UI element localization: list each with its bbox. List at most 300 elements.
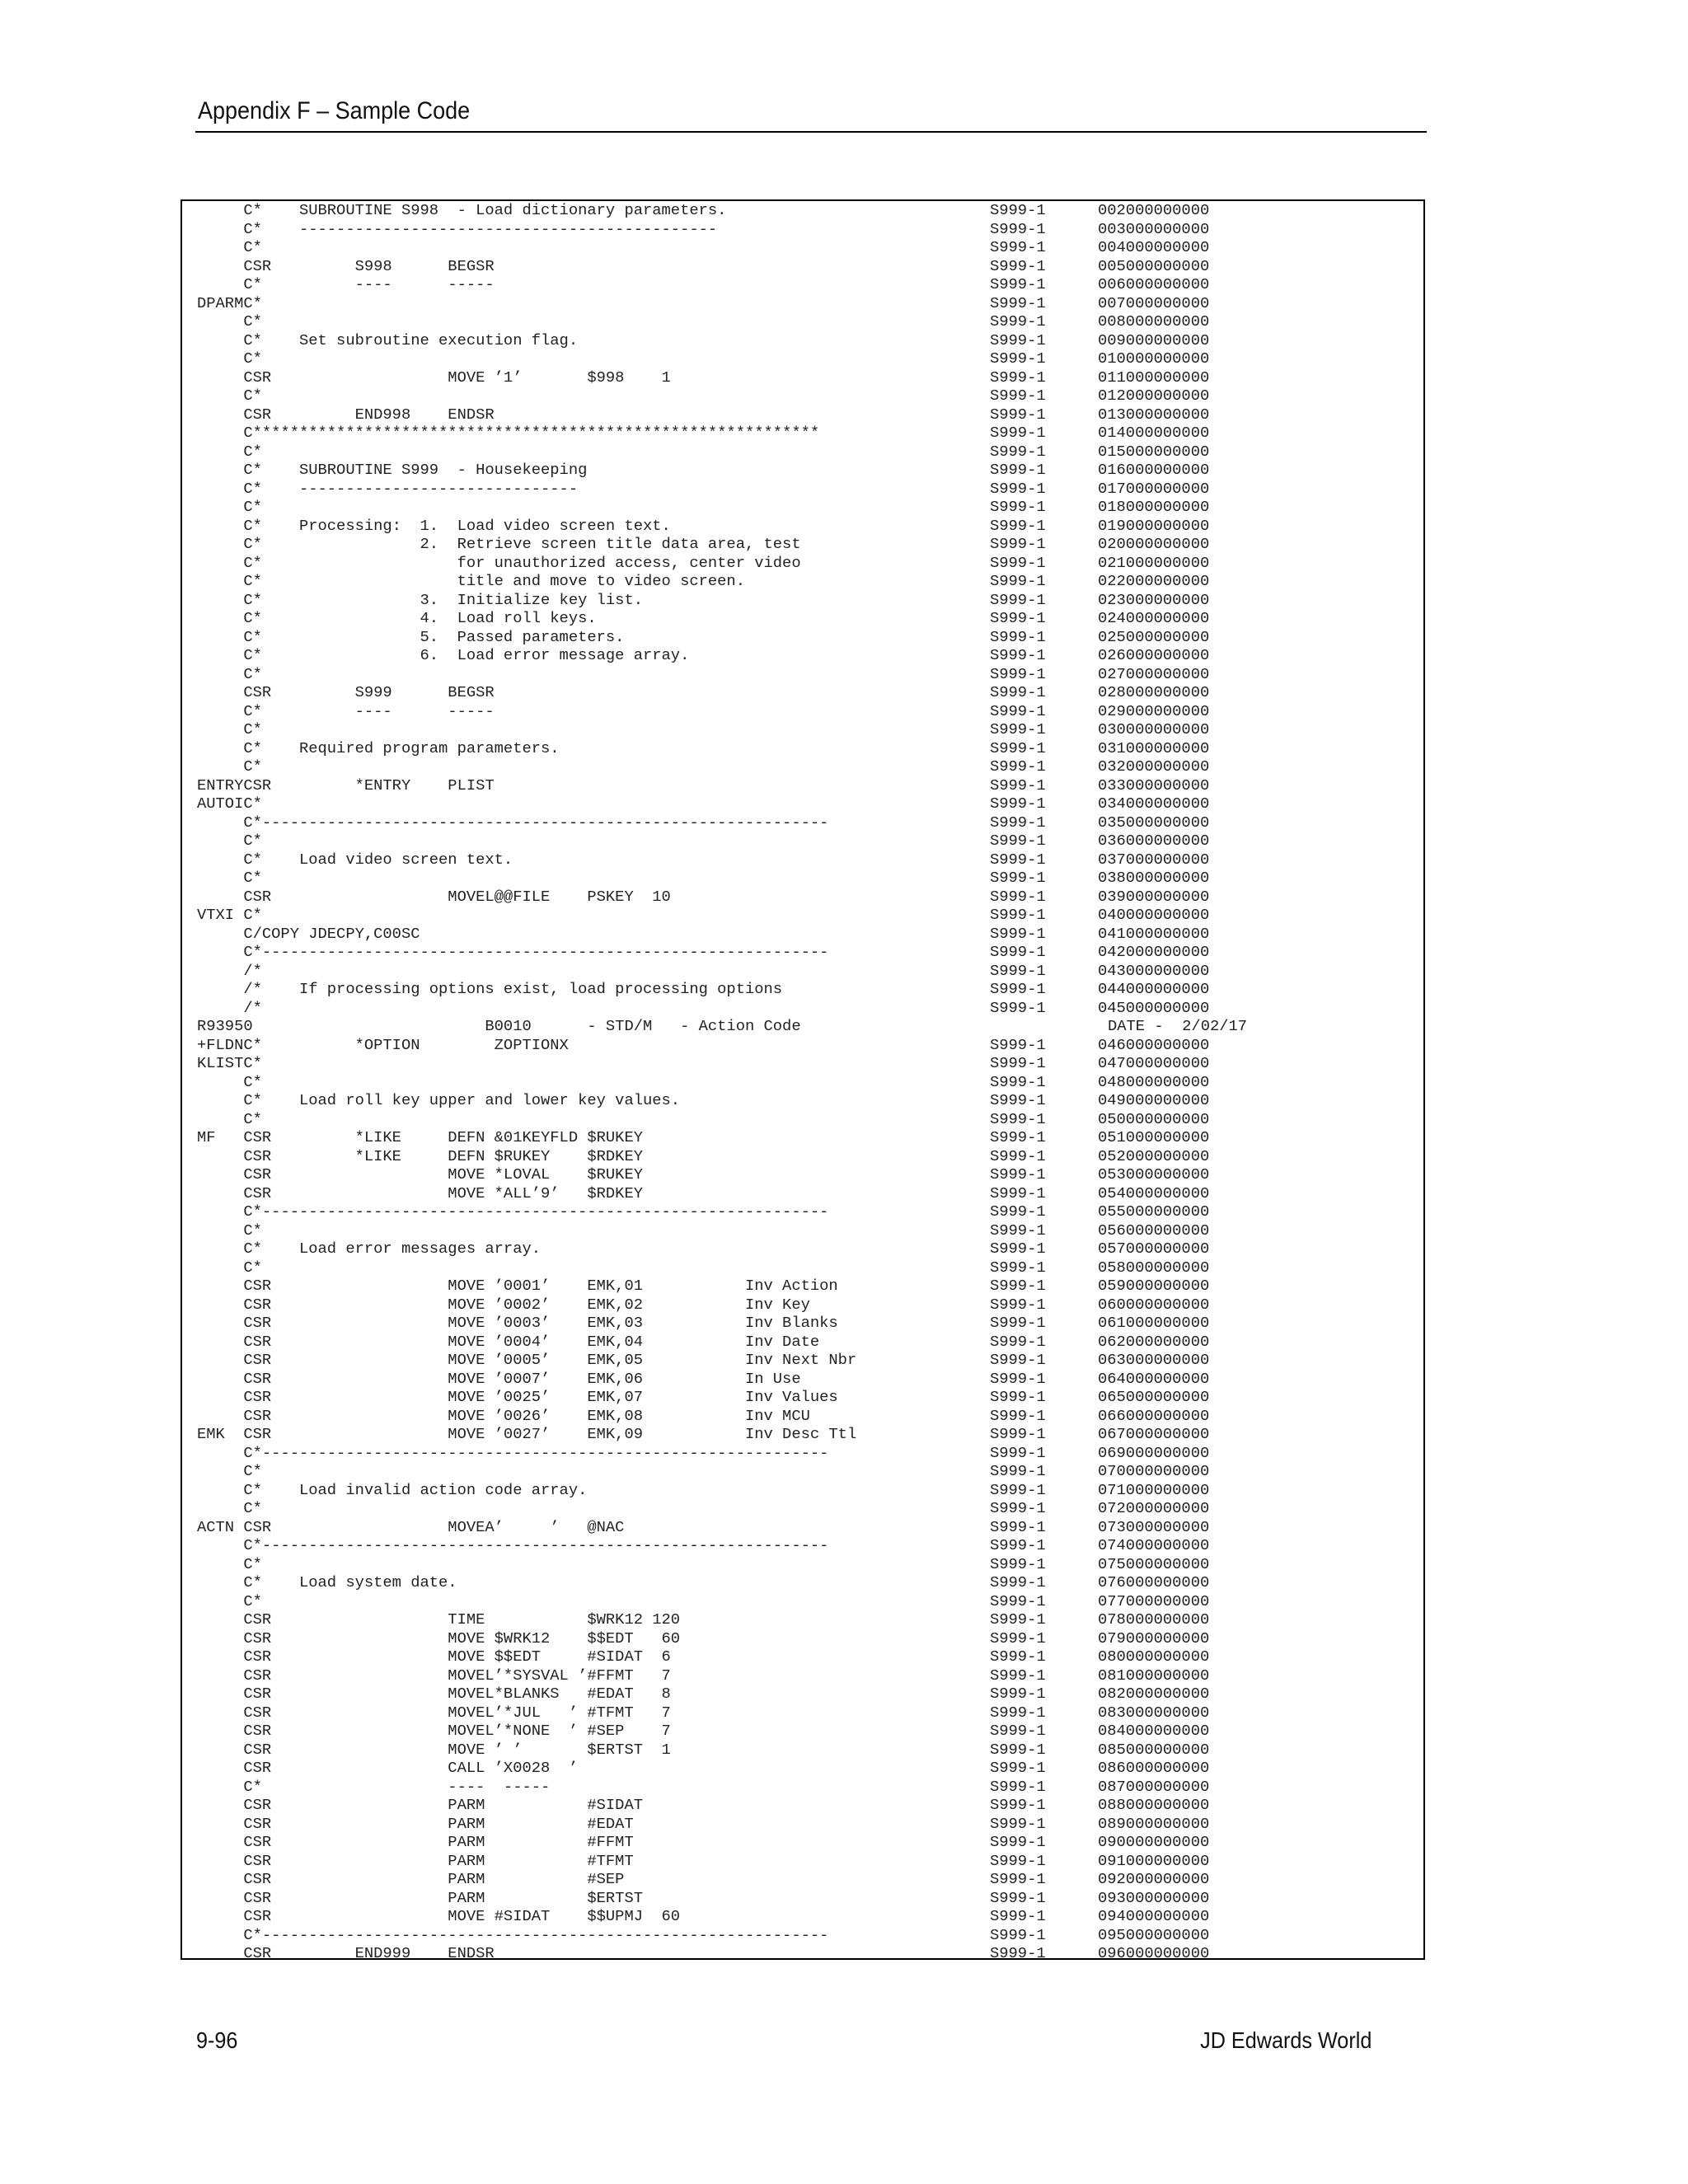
code-line-source: /* If processing options exist, load processing options <box>197 980 783 998</box>
code-line <box>197 201 1425 220</box>
code-line-source: CSR MOVEL’*NONE ’ #SEP 7 <box>197 1722 671 1740</box>
code-line-source: C* <box>197 1221 262 1240</box>
code-line-source: CSR PARM #EDAT <box>197 1814 634 1833</box>
code-line <box>197 1741 1425 1760</box>
code-line-source: EMK CSR MOVE ’0027’ EMK,09 Inv Desc Ttl <box>197 1425 857 1443</box>
code-line-number: 055000000000 <box>1098 1202 1210 1221</box>
code-line <box>197 1314 1425 1333</box>
code-line <box>197 1592 1425 1611</box>
code-line-sequence-id: S999-1 <box>990 238 1046 256</box>
code-line <box>197 665 1425 684</box>
code-line-source: C* <box>197 349 262 368</box>
code-line-sequence-id: S999-1 <box>990 275 1046 293</box>
code-line <box>197 1425 1425 1444</box>
code-line <box>197 368 1425 387</box>
code-line-source: MF CSR *LIKE DEFN &01KEYFLD $RUKEY <box>197 1128 643 1146</box>
code-line-sequence-id: S999-1 <box>990 943 1046 961</box>
code-line-sequence-id: S999-1 <box>990 256 1046 275</box>
code-line-number: 015000000000 <box>1098 442 1210 461</box>
code-line <box>197 1944 1425 1963</box>
code-line-number: 045000000000 <box>1098 998 1210 1017</box>
code-line-sequence-id: S999-1 <box>990 1777 1046 1796</box>
code-line <box>197 1778 1425 1797</box>
code-line-sequence-id: S999-1 <box>990 330 1046 349</box>
code-line-number: 050000000000 <box>1098 1109 1210 1128</box>
code-line-sequence-id: S999-1 <box>990 1740 1046 1759</box>
code-line <box>197 535 1425 554</box>
code-line <box>197 257 1425 276</box>
code-line-sequence-id: S999-1 <box>990 1629 1046 1647</box>
code-line <box>197 1351 1425 1370</box>
code-line-number: 048000000000 <box>1098 1072 1210 1091</box>
code-line-number: 012000000000 <box>1098 387 1210 405</box>
code-line-source: C*------------------------------------------------------------- <box>197 943 829 961</box>
code-line-number: 074000000000 <box>1098 1536 1210 1554</box>
code-line <box>197 1462 1425 1481</box>
code-line-sequence-id: S999-1 <box>990 1128 1046 1146</box>
code-line <box>197 739 1425 758</box>
code-line-source: CSR MOVE #SIDAT $$UPMJ 60 <box>197 1907 681 1925</box>
code-line <box>197 1481 1425 1500</box>
code-line-source: C* ---- ----- <box>197 1777 551 1796</box>
code-line <box>197 851 1425 869</box>
code-line-number: 023000000000 <box>1098 590 1210 609</box>
code-line <box>197 312 1425 331</box>
code-line <box>197 424 1425 443</box>
code-line-sequence-id: S999-1 <box>990 201 1046 219</box>
code-line-source: +FLDNC* *OPTION ZOPTIONX <box>197 1035 569 1054</box>
code-line-number: 019000000000 <box>1098 516 1210 535</box>
code-line-number: 027000000000 <box>1098 664 1210 683</box>
code-line <box>197 925 1425 944</box>
code-line-source: C* <box>197 1499 262 1517</box>
code-line-sequence-id: S999-1 <box>990 794 1046 813</box>
code-line <box>197 609 1425 628</box>
code-line-sequence-id: S999-1 <box>990 1759 1046 1777</box>
code-line-sequence-id: S999-1 <box>990 627 1046 646</box>
code-line <box>197 1704 1425 1722</box>
code-line <box>197 1221 1425 1240</box>
code-line-number: 080000000000 <box>1098 1647 1210 1666</box>
code-line-source: C* Load invalid action code array. <box>197 1480 588 1499</box>
code-line-source: C* Set subroutine execution flag. <box>197 330 579 349</box>
code-line-sequence-id: S999-1 <box>990 424 1046 442</box>
code-line-number: 043000000000 <box>1098 961 1210 980</box>
code-line-number: 063000000000 <box>1098 1351 1210 1369</box>
code-line-sequence-id: S999-1 <box>990 1722 1046 1740</box>
code-line-source: C* ---- ----- <box>197 701 495 720</box>
code-line-sequence-id: S999-1 <box>990 701 1046 720</box>
code-line-number: 084000000000 <box>1098 1722 1210 1740</box>
code-line-sequence-id: S999-1 <box>990 1517 1046 1536</box>
code-line-source: C* <box>197 312 262 330</box>
code-line-sequence-id: S999-1 <box>990 1536 1046 1554</box>
code-line-number: 083000000000 <box>1098 1703 1210 1722</box>
code-line-number: 035000000000 <box>1098 813 1210 832</box>
code-line-number: 044000000000 <box>1098 980 1210 998</box>
code-line-source: KLISTC* <box>197 1054 262 1072</box>
code-line <box>197 387 1425 405</box>
code-line-number: 021000000000 <box>1098 553 1210 572</box>
code-line-number: 087000000000 <box>1098 1777 1210 1796</box>
code-line-sequence-id: S999-1 <box>990 535 1046 553</box>
code-line-number: 070000000000 <box>1098 1462 1210 1480</box>
code-line-number: 039000000000 <box>1098 887 1210 906</box>
code-line-number: 007000000000 <box>1098 293 1210 312</box>
code-line-sequence-id: S999-1 <box>990 1314 1046 1332</box>
code-line <box>197 1889 1425 1908</box>
code-line-sequence-id: S999-1 <box>990 1685 1046 1703</box>
code-line-source: CSR MOVE ’1’ $998 1 <box>197 368 671 387</box>
code-line-source: C* <box>197 387 262 405</box>
code-line-source: C*------------------------------------------------------------- <box>197 1925 829 1944</box>
code-line-number: 018000000000 <box>1098 498 1210 516</box>
code-line-source: ACTN CSR MOVEA’ ’ @NAC <box>197 1517 625 1536</box>
code-line-source: ENTRYCSR *ENTRY PLIST <box>197 776 495 794</box>
code-line-sequence-id: S999-1 <box>990 461 1046 479</box>
code-line-number: 029000000000 <box>1098 701 1210 720</box>
code-line <box>197 480 1425 499</box>
code-line-sequence-id: S999-1 <box>990 961 1046 980</box>
code-line-number: 077000000000 <box>1098 1591 1210 1610</box>
code-line-number: 061000000000 <box>1098 1314 1210 1332</box>
code-line-number: 032000000000 <box>1098 757 1210 776</box>
code-line-sequence-id: S999-1 <box>990 664 1046 683</box>
code-line <box>197 794 1425 813</box>
code-line-sequence-id: S999-1 <box>990 906 1046 924</box>
code-line <box>197 1518 1425 1537</box>
code-line-number: 017000000000 <box>1098 479 1210 498</box>
code-line <box>197 572 1425 591</box>
code-line-sequence-id: S999-1 <box>990 720 1046 738</box>
code-line <box>197 220 1425 239</box>
code-line-source: CSR MOVE ’ ’ $ERTST 1 <box>197 1740 671 1759</box>
code-line-number: 071000000000 <box>1098 1480 1210 1499</box>
code-line-sequence-id: S999-1 <box>990 1462 1046 1480</box>
code-line-sequence-id: S999-1 <box>990 813 1046 832</box>
code-line-sequence-id: S999-1 <box>990 757 1046 776</box>
code-line-sequence-id: S999-1 <box>990 1277 1046 1295</box>
code-line-source: C* <box>197 757 262 776</box>
code-line-number: DATE - 2/02/17 <box>1108 1017 1248 1035</box>
code-line-number: 009000000000 <box>1098 330 1210 349</box>
code-line-number: 078000000000 <box>1098 1610 1210 1629</box>
code-line-source: C* --------------------------------------------- <box>197 219 718 238</box>
code-line-number: 031000000000 <box>1098 738 1210 757</box>
code-line-sequence-id: S999-1 <box>990 1295 1046 1314</box>
code-line <box>197 1555 1425 1574</box>
code-line <box>197 275 1425 294</box>
code-line-source: C/COPY JDECPY,C00SC <box>197 924 420 943</box>
code-line-source: CSR MOVE *LOVAL $RUKEY <box>197 1165 643 1183</box>
code-line-source: C*------------------------------------------------------------- <box>197 813 829 832</box>
code-line-number: 073000000000 <box>1098 1517 1210 1536</box>
code-line <box>197 1722 1425 1741</box>
code-line <box>197 702 1425 721</box>
code-line-source: C* ------------------------------ <box>197 479 579 498</box>
code-line-source: CSR MOVE ’0025’ EMK,07 Inv Values <box>197 1388 838 1406</box>
code-line <box>197 1573 1425 1592</box>
code-line <box>197 1277 1425 1296</box>
code-line-number: 088000000000 <box>1098 1796 1210 1814</box>
code-line-source: CSR MOVEL*BLANKS #EDAT 8 <box>197 1685 671 1703</box>
code-line-source: C* ---- ----- <box>197 275 495 293</box>
code-line-sequence-id: S999-1 <box>990 368 1046 387</box>
code-line-source: CSR PARM #FFMT <box>197 1833 634 1851</box>
code-line-number: 013000000000 <box>1098 405 1210 424</box>
code-line-sequence-id: S999-1 <box>990 1165 1046 1183</box>
code-line <box>197 1165 1425 1184</box>
code-line-source: C* <box>197 498 262 516</box>
code-line-number: 011000000000 <box>1098 368 1210 387</box>
code-line-sequence-id: S999-1 <box>990 479 1046 498</box>
code-line <box>197 1184 1425 1203</box>
code-line-sequence-id: S999-1 <box>990 349 1046 368</box>
code-line <box>197 1610 1425 1629</box>
code-line <box>197 1333 1425 1352</box>
code-line-source: CSR *LIKE DEFN $RUKEY $RDKEY <box>197 1146 643 1165</box>
code-line <box>197 1815 1425 1834</box>
code-line-sequence-id: S999-1 <box>990 1591 1046 1610</box>
code-line <box>197 294 1425 313</box>
code-line-source: CSR MOVEL’*JUL ’ #TFMT 7 <box>197 1703 671 1722</box>
code-line <box>197 1907 1425 1926</box>
code-line-sequence-id: S999-1 <box>990 1851 1046 1870</box>
code-line-source: CSR CALL ’X0028 ’ <box>197 1759 579 1777</box>
code-line-number: 047000000000 <box>1098 1054 1210 1072</box>
code-line-number: 002000000000 <box>1098 201 1210 219</box>
code-line <box>197 1407 1425 1426</box>
code-line-number: 037000000000 <box>1098 850 1210 869</box>
code-line <box>197 331 1425 350</box>
code-line-number: 028000000000 <box>1098 683 1210 701</box>
code-line <box>197 1240 1425 1258</box>
code-line-number: 014000000000 <box>1098 424 1210 442</box>
code-line <box>197 1499 1425 1518</box>
code-line-sequence-id: S999-1 <box>990 312 1046 330</box>
code-line-number: 067000000000 <box>1098 1425 1210 1443</box>
code-line-sequence-id: S999-1 <box>990 1814 1046 1833</box>
code-line-source: C* <box>197 1109 262 1128</box>
code-line-number: 062000000000 <box>1098 1332 1210 1351</box>
code-line-number: 079000000000 <box>1098 1629 1210 1647</box>
code-line-sequence-id: S999-1 <box>990 776 1046 794</box>
code-line-source: CSR MOVE ’0026’ EMK,08 Inv MCU <box>197 1406 810 1425</box>
code-line-source: C* <box>197 1072 262 1091</box>
code-line-sequence-id: S999-1 <box>990 1332 1046 1351</box>
code-line-sequence-id: S999-1 <box>990 1369 1046 1388</box>
code-line-source: CSR MOVE $WRK12 $$EDT 60 <box>197 1629 681 1647</box>
code-line <box>197 776 1425 795</box>
code-line <box>197 943 1425 962</box>
code-line <box>197 1370 1425 1389</box>
code-line <box>197 1666 1425 1685</box>
code-line-number: 033000000000 <box>1098 776 1210 794</box>
code-line-sequence-id: S999-1 <box>990 1944 1046 1962</box>
code-line-source: CSR S998 BEGSR <box>197 256 495 275</box>
code-line-source: C* SUBROUTINE S999 - Housekeeping <box>197 461 588 479</box>
code-line-source: C* for unauthorized access, center video <box>197 553 801 572</box>
code-line-sequence-id: S999-1 <box>990 683 1046 701</box>
code-line-number: 024000000000 <box>1098 609 1210 627</box>
code-line <box>197 1629 1425 1648</box>
code-line-sequence-id: S999-1 <box>990 516 1046 535</box>
code-line-source: CSR MOVE ’0001’ EMK,01 Inv Action <box>197 1277 838 1295</box>
code-line-number: 095000000000 <box>1098 1925 1210 1944</box>
code-line-sequence-id: S999-1 <box>990 850 1046 869</box>
header-divider <box>195 131 1427 133</box>
page-number: 9-96 <box>196 2027 238 2053</box>
code-line-number: 008000000000 <box>1098 312 1210 330</box>
code-line-number: 059000000000 <box>1098 1277 1210 1295</box>
code-line-sequence-id: S999-1 <box>990 1183 1046 1202</box>
code-line-sequence-id: S999-1 <box>990 1258 1046 1277</box>
code-line <box>197 1870 1425 1889</box>
code-line <box>197 832 1425 851</box>
code-line <box>197 646 1425 665</box>
code-line-source: C* title and move to video screen. <box>197 572 745 590</box>
code-line-source: AUTOIC* <box>197 794 262 813</box>
code-line <box>197 1202 1425 1221</box>
code-line-number: 064000000000 <box>1098 1369 1210 1388</box>
code-line-source: C* Load roll key upper and lower key values. <box>197 1091 681 1109</box>
code-line-number: 072000000000 <box>1098 1499 1210 1517</box>
code-line <box>197 1258 1425 1277</box>
code-line-sequence-id: S999-1 <box>990 1091 1046 1109</box>
code-line <box>197 720 1425 739</box>
code-line-source: C* Load video screen text. <box>197 850 513 869</box>
code-line <box>197 238 1425 257</box>
code-line-sequence-id: S999-1 <box>990 387 1046 405</box>
code-line-source: CSR END999 ENDSR <box>197 1944 495 1962</box>
code-line <box>197 1833 1425 1852</box>
page-header-title: Appendix F – Sample Code <box>198 97 471 124</box>
code-line-number: 092000000000 <box>1098 1870 1210 1888</box>
code-line-sequence-id: S999-1 <box>990 869 1046 887</box>
code-line-sequence-id: S999-1 <box>990 1870 1046 1888</box>
code-line-sequence-id: S999-1 <box>990 1610 1046 1629</box>
code-line-sequence-id: S999-1 <box>990 1035 1046 1054</box>
code-line-number: 089000000000 <box>1098 1814 1210 1833</box>
code-line-source: CSR PARM $ERTST <box>197 1888 643 1907</box>
code-line-sequence-id: S999-1 <box>990 1703 1046 1722</box>
code-line <box>197 1091 1425 1110</box>
code-line-number: 090000000000 <box>1098 1833 1210 1851</box>
code-line-sequence-id: S999-1 <box>990 998 1046 1017</box>
code-line-sequence-id: S999-1 <box>990 405 1046 424</box>
code-line-number: 086000000000 <box>1098 1759 1210 1777</box>
code-line <box>197 757 1425 776</box>
code-line <box>197 1685 1425 1704</box>
code-line-sequence-id: S999-1 <box>990 1146 1046 1165</box>
code-line <box>197 962 1425 981</box>
code-line-sequence-id: S999-1 <box>990 832 1046 850</box>
code-line-number: 005000000000 <box>1098 256 1210 275</box>
code-line-sequence-id: S999-1 <box>990 1406 1046 1425</box>
code-line-sequence-id: S999-1 <box>990 980 1046 998</box>
code-line-source: C* <box>197 1258 262 1277</box>
code-line-sequence-id: S999-1 <box>990 219 1046 238</box>
code-line-number: 076000000000 <box>1098 1573 1210 1591</box>
code-line-source: C* 5. Passed parameters. <box>197 627 625 646</box>
code-line <box>197 591 1425 610</box>
code-line-sequence-id: S999-1 <box>990 553 1046 572</box>
code-line-source: C* 2. Retrieve screen title data area, test <box>197 535 801 553</box>
code-line <box>197 683 1425 702</box>
code-line-source: CSR MOVE *ALL’9’ $RDKEY <box>197 1183 643 1202</box>
code-line-source: C* Load error messages array. <box>197 1240 542 1258</box>
code-line-sequence-id: S999-1 <box>990 1554 1046 1573</box>
code-line <box>197 1536 1425 1555</box>
code-line-source: C* <box>197 442 262 461</box>
code-line-source: C* <box>197 1591 262 1610</box>
code-line-source: C* SUBROUTINE S998 - Load dictionary parameters. <box>197 201 727 219</box>
code-line-sequence-id: S999-1 <box>990 1443 1046 1462</box>
code-line <box>197 1054 1425 1073</box>
code-line-sequence-id: S999-1 <box>990 1925 1046 1944</box>
code-line-sequence-id: S999-1 <box>990 887 1046 906</box>
code-line-number: 041000000000 <box>1098 924 1210 943</box>
code-line <box>197 1388 1425 1407</box>
code-line <box>197 1759 1425 1778</box>
code-line-number: 054000000000 <box>1098 1183 1210 1202</box>
code-line-source: C* <box>197 1462 262 1480</box>
code-line-sequence-id: S999-1 <box>990 590 1046 609</box>
code-line <box>197 349 1425 368</box>
code-line <box>197 999 1425 1018</box>
code-line-source: CSR MOVE ’0007’ EMK,06 In Use <box>197 1369 801 1388</box>
code-line <box>197 1926 1425 1945</box>
code-line-source: C* <box>197 832 262 850</box>
code-line-source: C* Required program parameters. <box>197 738 560 757</box>
code-line <box>197 405 1425 424</box>
code-line-sequence-id: S999-1 <box>990 646 1046 664</box>
code-line <box>197 1647 1425 1666</box>
code-line-sequence-id: S999-1 <box>990 738 1046 757</box>
code-line-number: 085000000000 <box>1098 1740 1210 1759</box>
code-line-number: 038000000000 <box>1098 869 1210 887</box>
code-line-source: C*------------------------------------------------------------- <box>197 1443 829 1462</box>
code-line <box>197 517 1425 536</box>
code-line-source: VTXI C* <box>197 906 262 924</box>
code-line-source: /* <box>197 961 262 980</box>
code-line-sequence-id: S999-1 <box>990 1666 1046 1685</box>
code-listing <box>197 201 1425 1963</box>
code-line-source: CSR MOVEL@@FILE PSKEY 10 <box>197 887 671 906</box>
code-line <box>197 1073 1425 1092</box>
code-line-sequence-id: S999-1 <box>990 1499 1046 1517</box>
code-line-source: CSR END998 ENDSR <box>197 405 495 424</box>
code-line <box>197 980 1425 999</box>
code-line-number: 006000000000 <box>1098 275 1210 293</box>
code-line-source: /* <box>197 998 262 1017</box>
code-line <box>197 1296 1425 1315</box>
code-line-source: DPARMC* <box>197 293 262 312</box>
code-line-number: 081000000000 <box>1098 1666 1210 1685</box>
code-line-source: CSR MOVE ’0002’ EMK,02 Inv Key <box>197 1295 810 1314</box>
code-line-source: CSR MOVE ’0005’ EMK,05 Inv Next Nbr <box>197 1351 857 1369</box>
code-line <box>197 869 1425 888</box>
code-line-number: 082000000000 <box>1098 1685 1210 1703</box>
code-line-number: 053000000000 <box>1098 1165 1210 1183</box>
code-line-number: 025000000000 <box>1098 627 1210 646</box>
code-line-number: 036000000000 <box>1098 832 1210 850</box>
code-line-number: 075000000000 <box>1098 1554 1210 1573</box>
code-line <box>197 498 1425 517</box>
code-line-sequence-id: S999-1 <box>990 1888 1046 1907</box>
code-line-number: 010000000000 <box>1098 349 1210 368</box>
code-line-source: C* 3. Initialize key list. <box>197 590 643 609</box>
